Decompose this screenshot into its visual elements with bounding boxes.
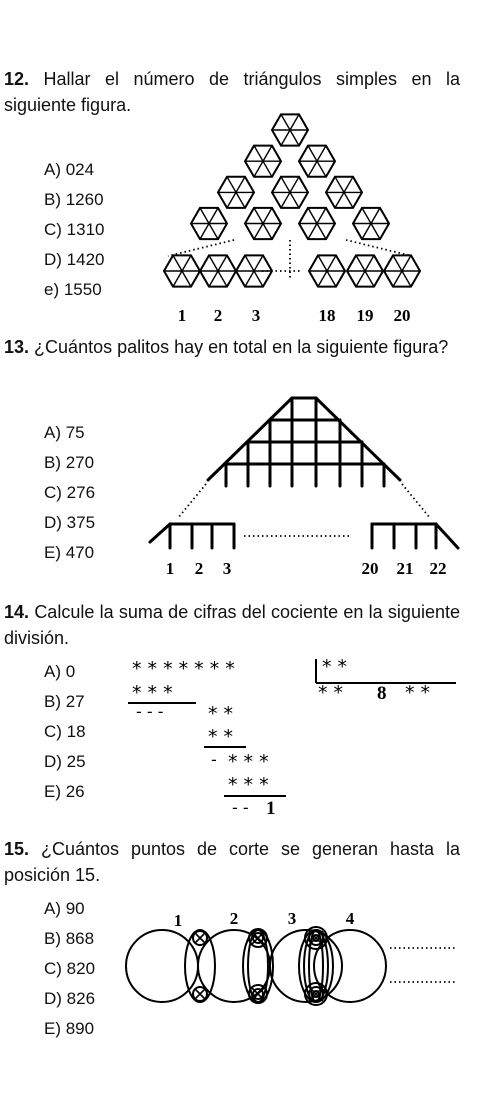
option-e[interactable]: e) 1550 [44, 280, 102, 299]
figure-label: 20 [361, 559, 379, 578]
hexagon-cell [245, 208, 281, 239]
hexagon-cell [326, 177, 362, 208]
hexagon-cell [200, 255, 236, 286]
figure-label: 2 [229, 909, 239, 928]
subtrahend-1: * * * [132, 682, 173, 704]
question-number: 14. [4, 602, 30, 622]
divisor: * * [322, 656, 348, 678]
dividend: * * * * * * * [132, 658, 235, 680]
question-15 [0, 832, 499, 1110]
figure-label: 1 [165, 559, 175, 578]
triangle-hexagon-figure [0, 0, 499, 340]
circles-intersection-figure [0, 832, 499, 1110]
figure-label: 1 [177, 306, 187, 325]
hexagon-cell [347, 255, 383, 286]
dotted-connector [168, 240, 234, 256]
hexagon-cell [164, 255, 200, 286]
hexagon-cell [299, 146, 335, 177]
brought-down-1: * * [208, 703, 234, 725]
option-a[interactable]: A) 90 [44, 899, 85, 918]
option-a[interactable]: A) 024 [44, 160, 95, 179]
figure-label: 19 [356, 306, 374, 325]
option-b[interactable]: B) 868 [44, 929, 95, 948]
option-c[interactable]: C) 820 [44, 959, 96, 978]
option-e[interactable]: E) 890 [44, 1019, 95, 1038]
figure-label: 22 [429, 559, 447, 578]
option-b[interactable]: B) 27 [44, 692, 85, 711]
option-d[interactable]: D) 1420 [44, 250, 105, 269]
hexagon-cell [191, 208, 227, 239]
option-c[interactable]: C) 18 [44, 722, 86, 741]
quotient-left: * * [318, 682, 344, 704]
option-d[interactable]: D) 25 [44, 752, 86, 771]
hexagon-cell [245, 146, 281, 177]
hexagon-cell [272, 177, 308, 208]
question-14 [0, 595, 499, 830]
question-13 [0, 330, 499, 590]
question-number: 13. [4, 337, 30, 357]
question-number: 12. [4, 69, 30, 89]
subtrahend-2: * * [208, 726, 234, 748]
option-a[interactable]: A) 75 [44, 423, 85, 442]
question-statement: Calcule la suma de cifras del cociente en la siguiente división. [4, 602, 460, 648]
hexagon-cell [299, 208, 335, 239]
hexagon-cell [384, 255, 420, 286]
option-b[interactable]: B) 270 [44, 453, 95, 472]
figure-label: 3 [222, 559, 232, 578]
sticks-pyramid-figure [0, 330, 499, 590]
figure-label: 2 [213, 306, 223, 325]
option-a[interactable]: A) 0 [44, 662, 76, 681]
question-12 [0, 0, 499, 340]
figure-label: 18 [318, 306, 336, 325]
figure-label: 20 [393, 306, 411, 325]
figure-label: 3 [287, 909, 297, 928]
figure-label: 3 [251, 306, 261, 325]
subtrahend-3: * * * [228, 774, 269, 796]
hexagon-cell [218, 177, 254, 208]
option-d[interactable]: D) 375 [44, 513, 96, 532]
figure-label: 2 [194, 559, 204, 578]
option-c[interactable]: C) 276 [44, 483, 96, 502]
question-number: 15. [4, 839, 30, 859]
last-remainder-digit: 1 [266, 798, 276, 819]
remainder-2: - [211, 750, 217, 769]
question-statement: ¿Cuántos palitos hay en total en la siguiente figura? [34, 337, 449, 357]
figure-label: 4 [345, 909, 355, 928]
quotient-digit: 8 [377, 683, 387, 704]
dotted-connector [346, 240, 412, 256]
hexagon-cell [272, 114, 308, 145]
option-b[interactable]: B) 1260 [44, 190, 104, 209]
cryptarithm-division [0, 595, 499, 830]
option-e[interactable]: E) 26 [44, 782, 85, 801]
hexagon-cell [309, 255, 345, 286]
option-c[interactable]: C) 1310 [44, 220, 105, 239]
option-d[interactable]: D) 826 [44, 989, 96, 1008]
figure-label: 21 [396, 559, 414, 578]
remainder-1: - - - [136, 702, 164, 721]
remainder-3: - - [232, 798, 249, 817]
question-statement: Hallar el número de triángulos simples en la siguiente figura. [4, 69, 460, 115]
brought-down-2: * * * [228, 751, 269, 773]
figure-label: 1 [173, 911, 183, 930]
option-e[interactable]: E) 470 [44, 543, 95, 562]
quotient-right: * * [405, 682, 431, 704]
hexagon-cell [353, 208, 389, 239]
question-statement: ¿Cuántos puntos de corte se generan hasta la posición 15. [4, 839, 460, 885]
